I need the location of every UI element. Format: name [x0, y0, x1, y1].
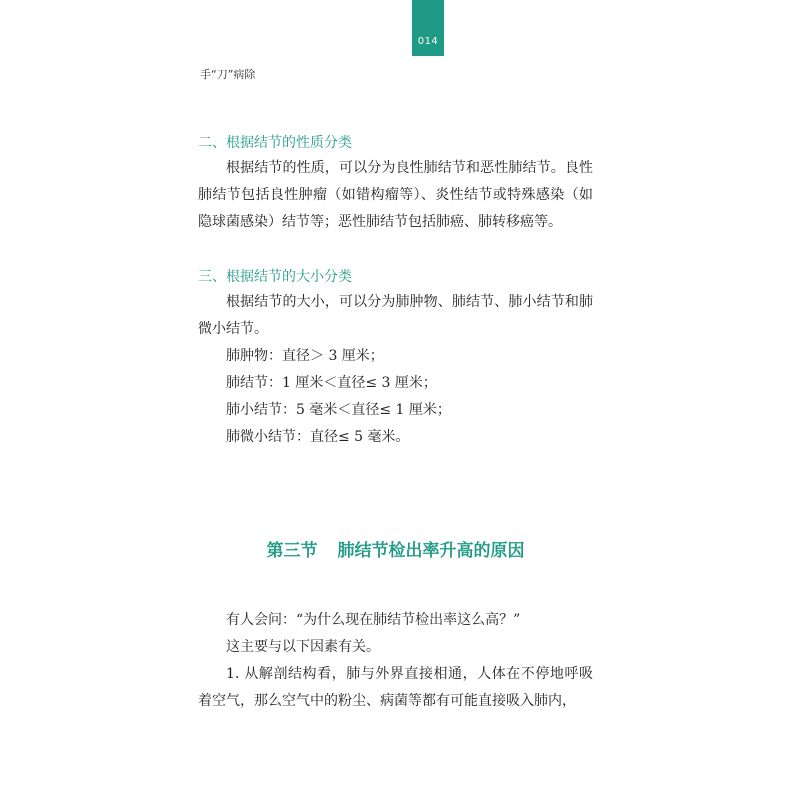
- chapter-label: 第三节: [266, 541, 318, 561]
- size-item-mass: 肺肿物：直径＞ 3 厘米；: [226, 348, 384, 364]
- paragraph-anatomy: 1. 从解剖结构看，肺与外界直接相通，人体在不停地呼吸着空气，那么空气中的粉尘、病菌等都有可能直接吸入肺内，: [198, 666, 593, 709]
- body-line-question: 有人会问：“为什么现在肺结节检出率这么高？”: [226, 612, 521, 628]
- size-item-small-nodule: 肺小结节：5 毫米＜直径≤ 1 厘米；: [226, 402, 451, 418]
- paragraph-nature: 根据结节的性质，可以分为良性肺结节和恶性肺结节。良性肺结节包括良性肿瘤（如错构瘤等）、炎性结节或特殊感染（如隐球菌感染）结节等；恶性肺结节包括肺癌、肺转移癌等。: [198, 160, 593, 230]
- page-number: 014: [417, 36, 439, 47]
- chapter-title-text: 肺结节检出率升高的原因: [337, 541, 525, 561]
- section-heading-nature: 二、根据结节的性质分类: [198, 135, 352, 151]
- running-header: 手“刀”病除: [200, 68, 256, 81]
- page-number-tab: [412, 0, 444, 56]
- section-heading-size: 三、根据结节的大小分类: [198, 269, 352, 285]
- size-item-micro-nodule: 肺微小结节：直径≤ 5 毫米。: [226, 429, 410, 445]
- chapter-title: [198, 536, 593, 561]
- body-line-factors: 这主要与以下因素有关。: [226, 639, 380, 655]
- paragraph-size: 根据结节的大小，可以分为肺肿物、肺结节、肺小结节和肺微小结节。: [198, 294, 593, 337]
- size-item-nodule: 肺结节：1 厘米＜直径≤ 3 厘米；: [226, 375, 437, 391]
